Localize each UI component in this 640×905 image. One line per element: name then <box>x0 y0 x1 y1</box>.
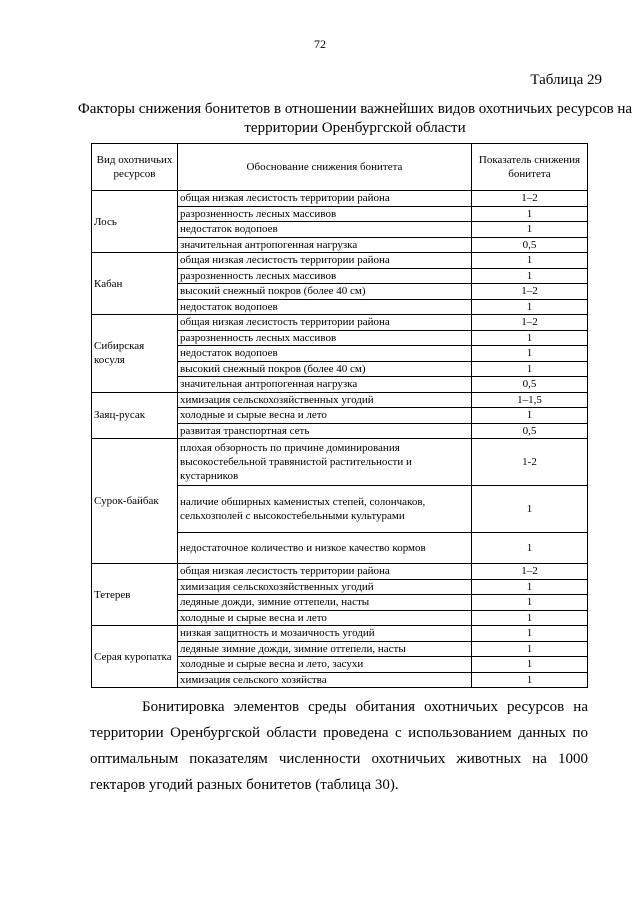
reason-cell: холодные и сырые весна и лето <box>178 610 472 626</box>
table-row <box>92 315 588 331</box>
reason-cell: наличие обширных каменистых степей, солончаков, сельхозполей с высокостебельными культурами <box>178 486 472 533</box>
value-cell: 1 <box>472 579 588 595</box>
reason-cell: ледяные дожди, зимние оттепели, насты <box>178 595 472 611</box>
value-cell: 1–2 <box>472 284 588 300</box>
value-cell: 1–2 <box>472 191 588 207</box>
value-cell: 1 <box>472 222 588 238</box>
reason-cell: недостаток водопоев <box>178 346 472 362</box>
header-value: Показатель снижения бонитета <box>472 144 588 191</box>
reason-cell: холодные и сырые весна и лето <box>178 408 472 424</box>
header-species: Вид охотничьих ресурсов <box>92 144 178 191</box>
value-cell: 1 <box>472 330 588 346</box>
reason-cell: ледяные зимние дожди, зимние оттепели, насты <box>178 641 472 657</box>
value-cell: 1–2 <box>472 315 588 331</box>
reason-cell: высокий снежный покров (более 40 см) <box>178 361 472 377</box>
value-cell: 0,5 <box>472 237 588 253</box>
species-cell: Серая куропатка <box>92 626 178 688</box>
table-row <box>92 392 588 408</box>
value-cell: 1 <box>472 672 588 688</box>
species-cell: Сибирская косуля <box>92 315 178 393</box>
body-paragraph: Бонитировка элементов среды обитания охотничьих ресурсов на территории Оренбургской области проведена с использованием данных по оптимальным показателям численности охотничьих животных на 1000 гектаров угодий разных бонитетов (таблица 30). <box>90 699 588 793</box>
reason-cell: значительная антропогенная нагрузка <box>178 237 472 253</box>
reason-cell: недостаток водопоев <box>178 222 472 238</box>
value-cell: 1–2 <box>472 564 588 580</box>
table-header-row <box>92 144 588 191</box>
reason-cell: разрозненность лесных массивов <box>178 330 472 346</box>
reason-cell: низкая защитность и мозаичность угодий <box>178 626 472 642</box>
value-cell: 0,5 <box>472 423 588 439</box>
table-row <box>92 626 588 642</box>
reason-cell: общая низкая лесистость территории района <box>178 253 472 269</box>
value-cell: 1 <box>472 408 588 424</box>
value-cell: 0,5 <box>472 377 588 393</box>
header-reason: Обоснование снижения бонитета <box>178 144 472 191</box>
reason-cell: химизация сельского хозяйства <box>178 672 472 688</box>
value-cell: 1 <box>472 486 588 533</box>
reason-cell: холодные и сырые весна и лето, засухи <box>178 657 472 673</box>
reason-cell: значительная антропогенная нагрузка <box>178 377 472 393</box>
reason-cell: общая низкая лесистость территории района <box>178 315 472 331</box>
reason-cell: высокий снежный покров (более 40 см) <box>178 284 472 300</box>
table-row <box>92 439 588 486</box>
value-cell: 1 <box>472 253 588 269</box>
species-cell: Сурок-байбак <box>92 439 178 564</box>
value-cell: 1 <box>472 626 588 642</box>
reason-cell: общая низкая лесистость территории района <box>178 564 472 580</box>
value-cell: 1 <box>472 361 588 377</box>
factors-table <box>91 143 588 688</box>
value-cell: 1 <box>472 641 588 657</box>
value-cell: 1 <box>472 595 588 611</box>
reason-cell: разрозненность лесных массивов <box>178 268 472 284</box>
table-body <box>92 191 588 688</box>
reason-cell: недостаток водопоев <box>178 299 472 315</box>
value-cell: 1-2 <box>472 439 588 486</box>
table-row <box>92 564 588 580</box>
value-cell: 1 <box>472 533 588 564</box>
reason-cell: общая низкая лесистость территории района <box>178 191 472 207</box>
reason-cell: химизация сельскохозяйственных угодий <box>178 392 472 408</box>
species-cell: Заяц-русак <box>92 392 178 439</box>
page-number: 72 <box>314 37 326 51</box>
species-cell: Лось <box>92 191 178 253</box>
value-cell: 1 <box>472 206 588 222</box>
body-text <box>90 694 588 798</box>
reason-cell: разрозненность лесных массивов <box>178 206 472 222</box>
value-cell: 1–1,5 <box>472 392 588 408</box>
table-row <box>92 253 588 269</box>
table-caption: Факторы снижения бонитетов в отношении важнейших видов охотничьих ресурсов на территории Оренбургской области <box>77 101 633 136</box>
value-cell: 1 <box>472 346 588 362</box>
species-cell: Тетерев <box>92 564 178 626</box>
value-cell: 1 <box>472 610 588 626</box>
value-cell: 1 <box>472 299 588 315</box>
table-row <box>92 191 588 207</box>
reason-cell: плохая обзорность по причине доминирования высокостебельной травянистой растительности и кустарников <box>178 439 472 486</box>
table-label: Таблица 29 <box>530 72 602 88</box>
species-cell: Кабан <box>92 253 178 315</box>
reason-cell: недостаточное количество и низкое качество кормов <box>178 533 472 564</box>
value-cell: 1 <box>472 657 588 673</box>
reason-cell: развитая транспортная сеть <box>178 423 472 439</box>
value-cell: 1 <box>472 268 588 284</box>
reason-cell: химизация сельскохозяйственных угодий <box>178 579 472 595</box>
